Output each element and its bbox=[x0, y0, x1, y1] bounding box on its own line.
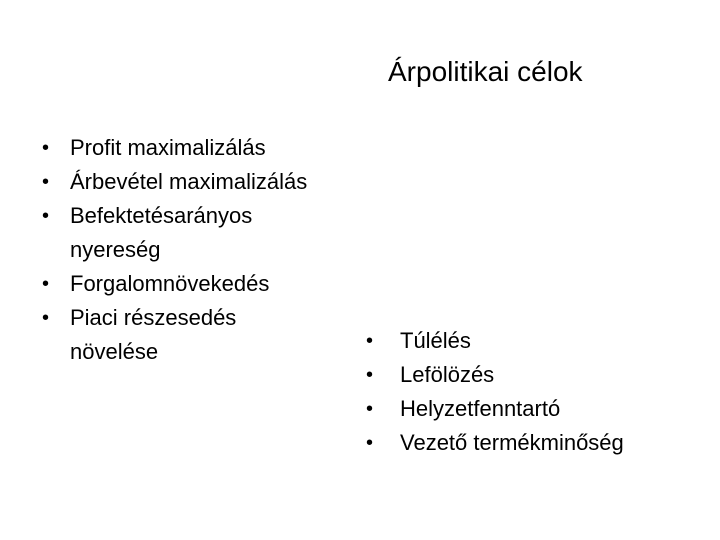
bullet-icon: • bbox=[366, 330, 374, 352]
bullet-icon: • bbox=[42, 307, 50, 329]
list-item-text: Lefölözés bbox=[400, 362, 495, 387]
list-item bbox=[42, 165, 310, 199]
list-item-text: Piaci részesedés növelése bbox=[70, 305, 237, 364]
list-item bbox=[366, 324, 696, 358]
bullet-icon: • bbox=[42, 171, 50, 193]
slide-title: Árpolitikai célok bbox=[388, 56, 583, 87]
bullet-icon: • bbox=[366, 364, 374, 386]
list-item bbox=[366, 426, 696, 460]
bullet-icon: • bbox=[42, 137, 50, 159]
list-item bbox=[42, 301, 310, 369]
bullet-icon: • bbox=[366, 398, 374, 420]
list-item-text: Túlélés bbox=[400, 328, 471, 353]
bullet-icon: • bbox=[366, 432, 374, 454]
list-item-text: Befektetésarányos nyereség bbox=[70, 203, 253, 262]
right-bullet-list bbox=[366, 324, 696, 460]
bullet-icon: • bbox=[42, 273, 50, 295]
bullet-icon: • bbox=[42, 205, 50, 227]
list-item-text: Forgalomnövekedés bbox=[70, 271, 270, 296]
left-bullet-list bbox=[42, 131, 310, 369]
list-item bbox=[42, 267, 310, 301]
list-item bbox=[366, 392, 696, 426]
list-item bbox=[366, 358, 696, 392]
list-item-text: Helyzetfenntartó bbox=[400, 396, 561, 421]
list-item bbox=[42, 199, 310, 267]
list-item bbox=[42, 131, 310, 165]
list-item-text: Profit maximalizálás bbox=[70, 135, 266, 160]
list-item-text: Vezető termékminőség bbox=[400, 430, 624, 455]
list-item-text: Árbevétel maximalizálás bbox=[70, 169, 308, 194]
